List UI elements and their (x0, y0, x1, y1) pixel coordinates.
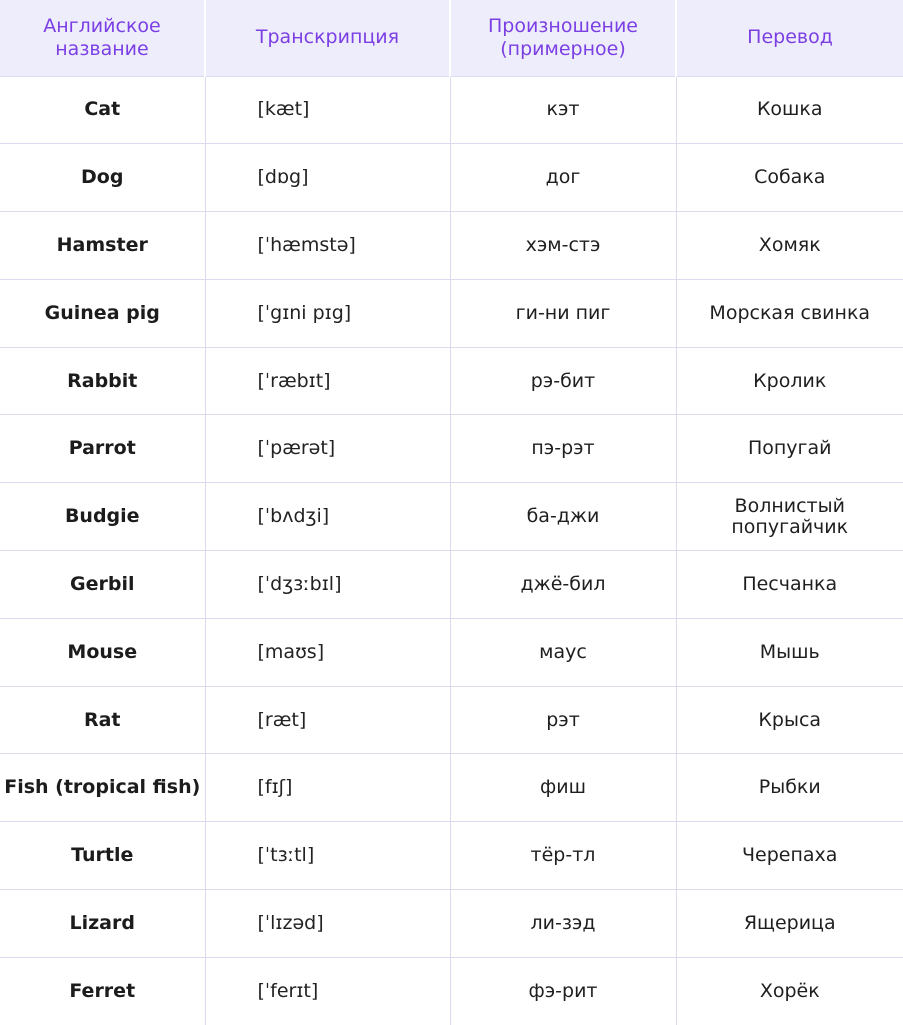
cell-pronunciation: ги-ни пиг (450, 279, 676, 347)
cell-english: Cat (0, 76, 205, 144)
table-row (0, 754, 903, 822)
cell-transcription: [kæt] (205, 76, 450, 144)
cell-pronunciation: фэ-рит (450, 957, 676, 1025)
table-header (0, 0, 903, 76)
table-body (0, 76, 903, 1025)
cell-translation: Попугай (676, 415, 903, 483)
cell-transcription: [ˈtɜːtl] (205, 822, 450, 890)
cell-transcription: [maʊs] (205, 618, 450, 686)
cell-english: Guinea pig (0, 279, 205, 347)
cell-pronunciation: ли-зэд (450, 890, 676, 958)
cell-translation: Кролик (676, 347, 903, 415)
table-row (0, 957, 903, 1025)
cell-english: Gerbil (0, 551, 205, 619)
cell-transcription: [ˈferɪt] (205, 957, 450, 1025)
cell-translation: Черепаха (676, 822, 903, 890)
cell-transcription: [ˈbʌdʒi] (205, 483, 450, 551)
cell-transcription: [ˈlɪzəd] (205, 890, 450, 958)
cell-pronunciation: джё-бил (450, 551, 676, 619)
table-row (0, 618, 903, 686)
header-row (0, 0, 903, 76)
cell-transcription: [fɪʃ] (205, 754, 450, 822)
table-row (0, 212, 903, 280)
cell-english: Lizard (0, 890, 205, 958)
cell-transcription: [dɒg] (205, 144, 450, 212)
cell-translation: Песчанка (676, 551, 903, 619)
cell-english: Mouse (0, 618, 205, 686)
table-row (0, 483, 903, 551)
cell-english: Fish (tropical fish) (0, 754, 205, 822)
cell-translation: Хорёк (676, 957, 903, 1025)
cell-transcription: [ˈpærət] (205, 415, 450, 483)
table-row (0, 76, 903, 144)
header-transcription: Транскрипция (205, 0, 450, 76)
cell-pronunciation: пэ-рэт (450, 415, 676, 483)
cell-transcription: [ræt] (205, 686, 450, 754)
table-row (0, 279, 903, 347)
cell-english: Rabbit (0, 347, 205, 415)
cell-translation: Морская свинка (676, 279, 903, 347)
cell-transcription: [ˈdʒɜːbɪl] (205, 551, 450, 619)
table-row (0, 890, 903, 958)
header-pronunciation: Произношение (примерное) (450, 0, 676, 76)
cell-translation: Ящерица (676, 890, 903, 958)
cell-translation: Волнистый попугайчик (676, 483, 903, 551)
table-row (0, 415, 903, 483)
cell-pronunciation: рэ-бит (450, 347, 676, 415)
cell-translation: Мышь (676, 618, 903, 686)
cell-translation: Кошка (676, 76, 903, 144)
header-english-name: Английское название (0, 0, 205, 76)
cell-pronunciation: тёр-тл (450, 822, 676, 890)
cell-transcription: [ˈgɪni pɪg] (205, 279, 450, 347)
cell-pronunciation: фиш (450, 754, 676, 822)
cell-english: Hamster (0, 212, 205, 280)
cell-english: Dog (0, 144, 205, 212)
cell-transcription: [ˈhæmstə] (205, 212, 450, 280)
table-row (0, 551, 903, 619)
table-row (0, 347, 903, 415)
cell-pronunciation: рэт (450, 686, 676, 754)
table-row (0, 686, 903, 754)
table-row (0, 822, 903, 890)
cell-english: Ferret (0, 957, 205, 1025)
cell-pronunciation: хэм-стэ (450, 212, 676, 280)
cell-translation: Хомяк (676, 212, 903, 280)
cell-transcription: [ˈræbɪt] (205, 347, 450, 415)
cell-pronunciation: маус (450, 618, 676, 686)
cell-translation: Собака (676, 144, 903, 212)
cell-english: Rat (0, 686, 205, 754)
cell-pronunciation: ба-джи (450, 483, 676, 551)
cell-pronunciation: кэт (450, 76, 676, 144)
cell-translation: Рыбки (676, 754, 903, 822)
cell-english: Budgie (0, 483, 205, 551)
cell-pronunciation: дог (450, 144, 676, 212)
table-row (0, 144, 903, 212)
cell-english: Turtle (0, 822, 205, 890)
header-translation: Перевод (676, 0, 903, 76)
cell-translation: Крыса (676, 686, 903, 754)
cell-english: Parrot (0, 415, 205, 483)
